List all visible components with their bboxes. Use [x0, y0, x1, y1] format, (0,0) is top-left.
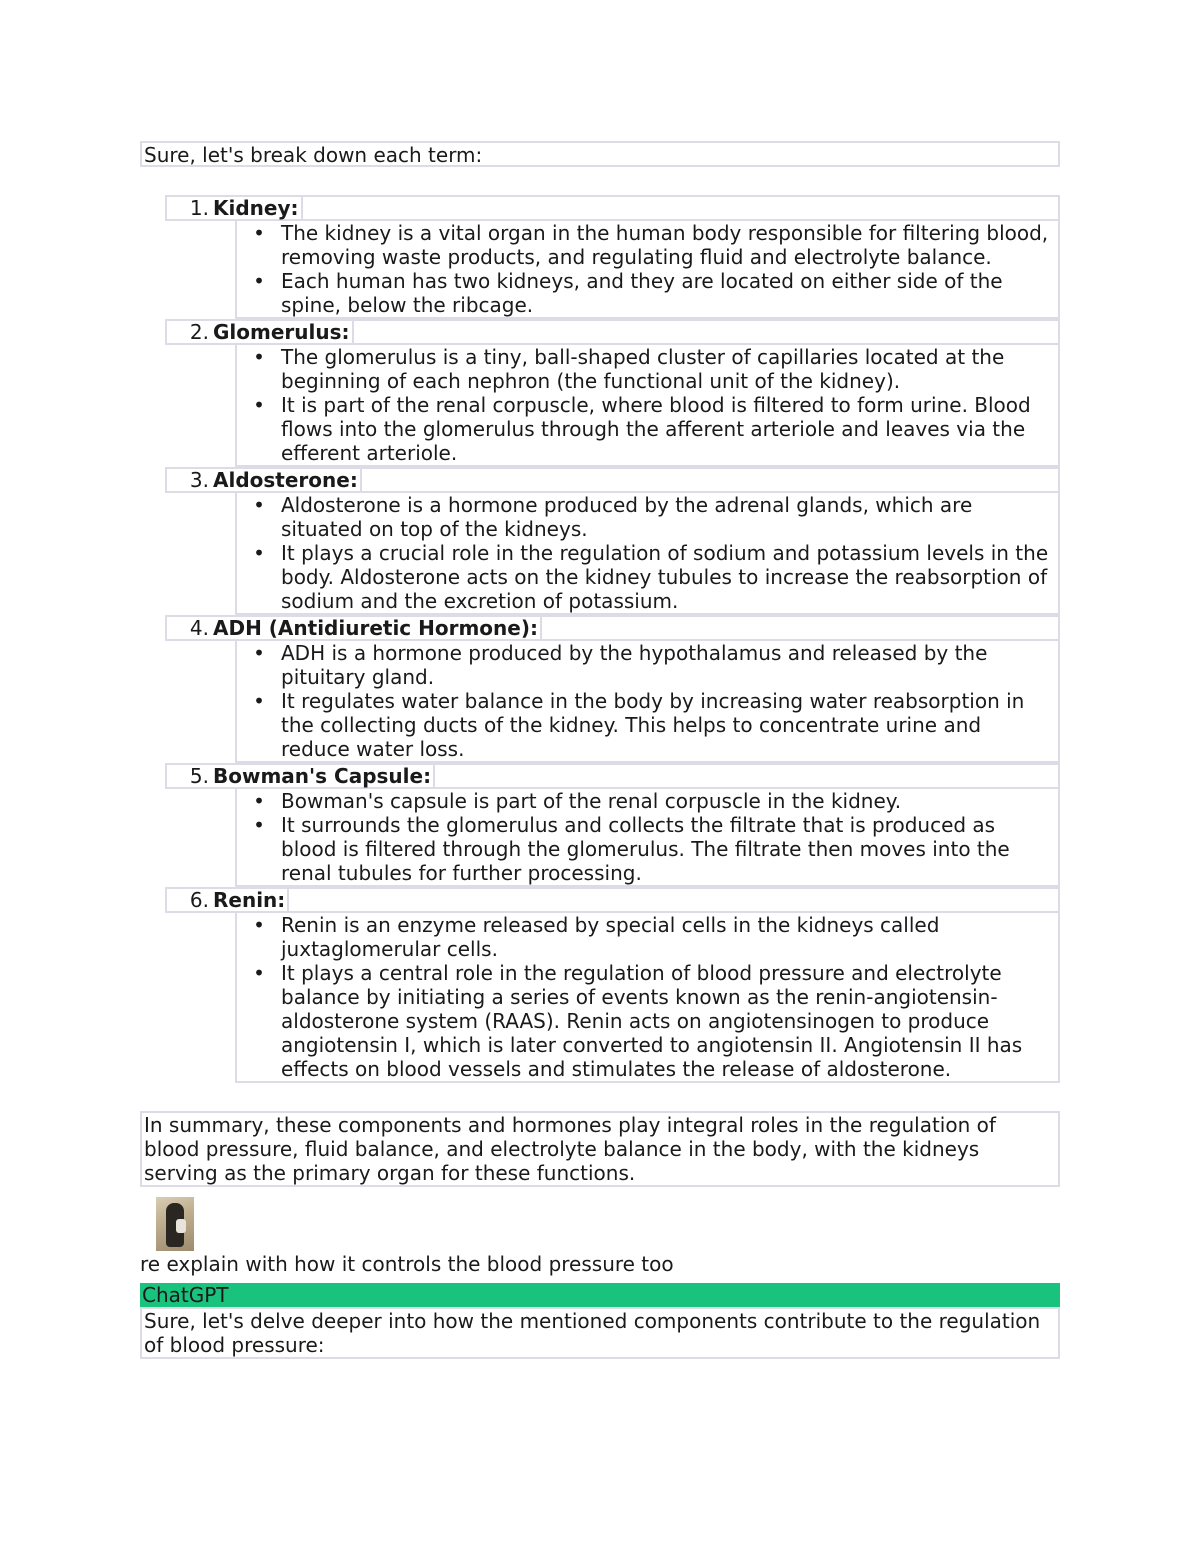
- summary-text: In summary, these components and hormones play integral roles in the regulation of blood pressure, fluid balance, and electrolyte balance in the body, with the kidneys serving as the primary organ for these functions.: [140, 1111, 1060, 1187]
- term-heading-adh: [165, 615, 1060, 641]
- term-bullets-renin: [235, 913, 1060, 1083]
- bullet-icon: •: [253, 913, 265, 937]
- list-item: [237, 493, 1058, 541]
- term-title: Kidney:: [211, 196, 303, 220]
- list-item: [237, 269, 1058, 317]
- bullet-text: It regulates water balance in the body by increasing water reabsorption in the collecting ducts of the kidney. This helps to concentrate urine and reduce water loss.: [281, 689, 1025, 761]
- bullet-text: It is part of the renal corpuscle, where blood is filtered to form urine. Blood flows into the glomerulus through the afferent arteriole and leaves via the efferent arteriole.: [281, 393, 1031, 465]
- bullet-text: It plays a crucial role in the regulation of sodium and potassium levels in the body. Aldosterone acts on the kidney tubules to increase the reabsorption of sodium and the excretion of potassium.: [281, 541, 1049, 613]
- bullet-icon: •: [253, 641, 265, 665]
- list-item: [237, 541, 1058, 613]
- term-title: Renin:: [211, 888, 289, 912]
- term-list: [165, 195, 1060, 1083]
- bullet-text: Bowman's capsule is part of the renal corpuscle in the kidney.: [281, 789, 902, 813]
- term-bullets-bowmans-capsule: [235, 789, 1060, 887]
- bullet-icon: •: [253, 221, 265, 245]
- term-number: 5.: [189, 764, 209, 788]
- bullet-text: Renin is an enzyme released by special cells in the kidneys called juxtaglomerular cells.: [281, 913, 940, 961]
- term-number: 1.: [189, 196, 209, 220]
- term-bullets-kidney: [235, 221, 1060, 319]
- term-title: Glomerulus:: [211, 320, 354, 344]
- intro-text: Sure, let's break down each term:: [140, 141, 1060, 167]
- list-item: [237, 789, 1058, 813]
- document-page: [140, 141, 1060, 1359]
- bullet-text: It plays a central role in the regulation of blood pressure and electrolyte balance by initiating a series of events known as the renin-angiotensin-aldosterone system (RAAS). Renin acts on angiotensinogen to produce angiotensin I, which is later converted to angiotensin II. Angiotensin II has effects on blood vessels and stimulates the release of aldosterone.: [281, 961, 1023, 1081]
- bullet-icon: •: [253, 393, 265, 417]
- term-heading-glomerulus: [165, 319, 1060, 345]
- list-item: [237, 345, 1058, 393]
- avatar-detail: [176, 1219, 186, 1233]
- term-bullets-adh: [235, 641, 1060, 763]
- term-number: 2.: [189, 320, 209, 344]
- term-title: ADH (Antidiuretic Hormone):: [211, 616, 542, 640]
- list-item: [237, 221, 1058, 269]
- list-item: [237, 961, 1058, 1081]
- bullet-icon: •: [253, 961, 265, 985]
- term-heading-bowmans-capsule: [165, 763, 1060, 789]
- term-title: Bowman's Capsule:: [211, 764, 435, 788]
- assistant-label-bar: ChatGPT: [140, 1283, 1060, 1307]
- bullet-icon: •: [253, 269, 265, 293]
- term-number: 6.: [189, 888, 209, 912]
- term-number: 3.: [189, 468, 209, 492]
- list-item: [237, 813, 1058, 885]
- bullet-text: ADH is a hormone produced by the hypothalamus and released by the pituitary gland.: [281, 641, 988, 689]
- bullet-text: The kidney is a vital organ in the human body responsible for filtering blood, removing waste products, and regulating fluid and electrolyte balance.: [281, 221, 1049, 269]
- user-avatar: [156, 1197, 194, 1251]
- bullet-icon: •: [253, 541, 265, 565]
- term-heading-kidney: [165, 195, 1060, 221]
- bullet-text: The glomerulus is a tiny, ball-shaped cluster of capillaries located at the beginning of each nephron (the functional unit of the kidney).: [281, 345, 1005, 393]
- term-bullets-aldosterone: [235, 493, 1060, 615]
- term-heading-aldosterone: [165, 467, 1060, 493]
- bullet-icon: •: [253, 345, 265, 369]
- assistant-reply: Sure, let's delve deeper into how the mentioned components contribute to the regulation of blood pressure:: [140, 1307, 1060, 1359]
- term-heading-renin: [165, 887, 1060, 913]
- bullet-text: Each human has two kidneys, and they are located on either side of the spine, below the ribcage.: [281, 269, 1003, 317]
- list-item: [237, 641, 1058, 689]
- term-title: Aldosterone:: [211, 468, 362, 492]
- user-message: re explain with how it controls the blood pressure too: [140, 1252, 674, 1276]
- list-item: [237, 689, 1058, 761]
- bullet-icon: •: [253, 789, 265, 813]
- bullet-icon: •: [253, 689, 265, 713]
- list-item: [237, 913, 1058, 961]
- bullet-icon: •: [253, 813, 265, 837]
- term-number: 4.: [189, 616, 209, 640]
- list-item: [237, 393, 1058, 465]
- bullet-icon: •: [253, 493, 265, 517]
- bullet-text: It surrounds the glomerulus and collects the filtrate that is produced as blood is filtered through the glomerulus. The filtrate then moves into the renal tubules for further processing.: [281, 813, 1010, 885]
- bullet-text: Aldosterone is a hormone produced by the adrenal glands, which are situated on top of the kidneys.: [281, 493, 973, 541]
- term-bullets-glomerulus: [235, 345, 1060, 467]
